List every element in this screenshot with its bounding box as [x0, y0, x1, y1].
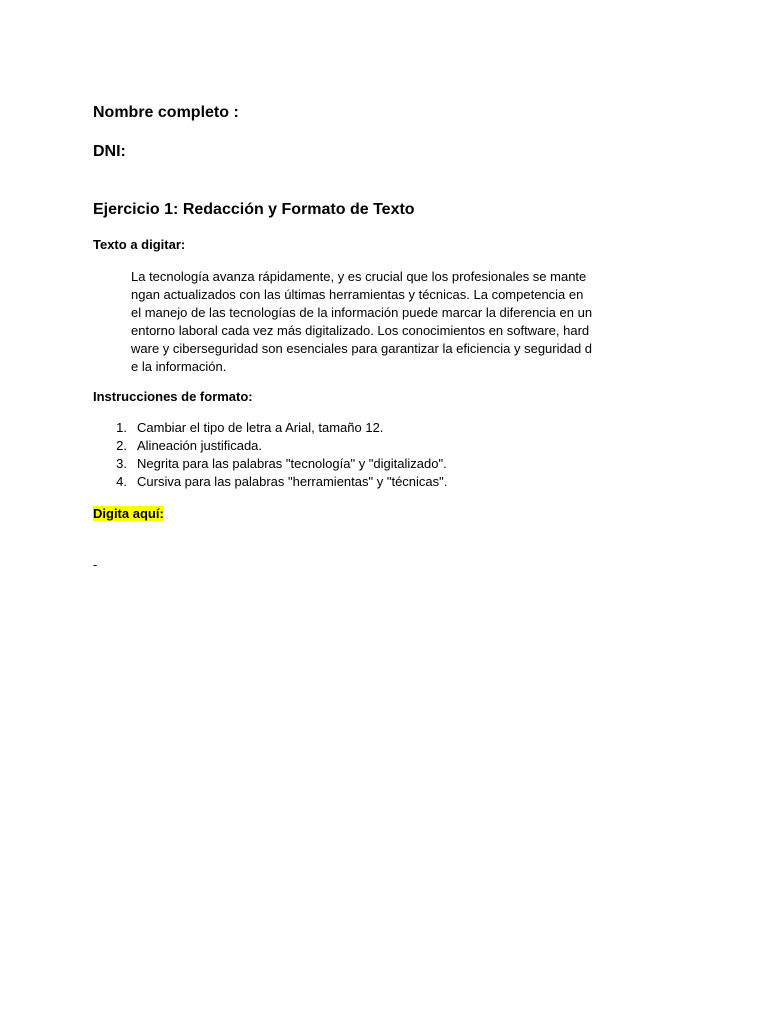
- paragraph-line: La tecnología avanza rápidamente, y es crucial que los profesionales se mante: [131, 269, 587, 284]
- list-item-number: 3.: [116, 456, 127, 471]
- instructions-list: [103, 420, 447, 492]
- paragraph-line: entorno laboral cada vez más digitalizado. Los conocimientos en software, hard: [131, 323, 590, 338]
- dash-text: -: [93, 557, 98, 572]
- highlighted-text: Digita aquí:: [93, 506, 164, 521]
- instructions-heading: Instrucciones de formato:: [93, 389, 253, 404]
- text-to-type-heading: Texto a digitar:: [93, 237, 186, 252]
- list-item-text: Cambiar el tipo de letra a Arial, tamaño 12.: [137, 420, 384, 435]
- list-item-text: Cursiva para las palabras "herramientas" y "técnicas".: [137, 474, 448, 489]
- list-item-number: 1.: [116, 420, 127, 435]
- list-item: [103, 456, 447, 474]
- list-item: [103, 438, 447, 456]
- paragraph-line: ware y ciberseguridad son esenciales para garantizar la eficiencia y seguridad d: [131, 341, 593, 356]
- full-name-label: Nombre completo :: [93, 104, 239, 121]
- list-item: [103, 420, 447, 438]
- list-item-text: Alineación justificada.: [137, 438, 263, 453]
- type-here-label: [93, 506, 164, 521]
- dni-label: DNI:: [93, 143, 126, 160]
- exercise-title: Ejercicio 1: Redacción y Formato de Texto: [93, 201, 415, 218]
- paragraph-line: e la información.: [131, 359, 227, 374]
- text-to-type-paragraph: [131, 268, 592, 376]
- list-item-number: 4.: [116, 474, 127, 489]
- list-item-number: 2.: [116, 438, 127, 453]
- list-item-text: Negrita para las palabras "tecnología" y "digitalizado".: [137, 456, 447, 471]
- paragraph-line: ngan actualizados con las últimas herramientas y técnicas. La competencia en: [131, 287, 584, 302]
- list-item: [103, 474, 447, 492]
- paragraph-line: el manejo de las tecnologías de la información puede marcar la diferencia en un: [131, 305, 593, 320]
